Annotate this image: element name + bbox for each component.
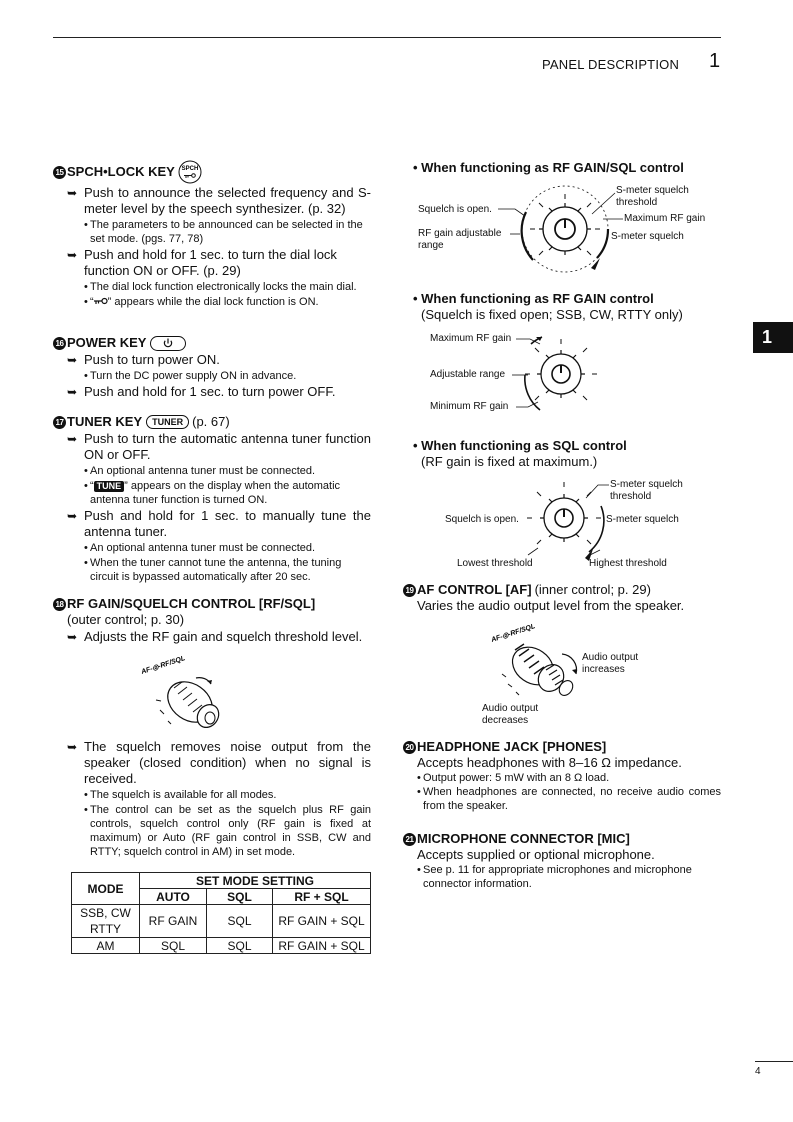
- section-heading: [53, 160, 371, 184]
- section-title-note: (inner control; p. 29): [534, 582, 651, 597]
- label-squelch-open: Squelch is open.: [445, 514, 519, 525]
- label-smeter-threshold: S-meter squelch threshold: [610, 479, 683, 502]
- item-number: 20: [403, 741, 416, 754]
- label-audio-inc: Audio output increases: [582, 652, 639, 675]
- diagram-sql-title: • When functioning as SQL control (RF gain is fixed at maximum.): [413, 438, 627, 469]
- note-text: • The control can be set as the squelch plus RF gain controls, squelch control only (RF gain is fixed at maximum) or Auto (RF gain control in SSB, CW and RTTY; squelch control in AM) in set mode.: [53, 803, 371, 859]
- section-af-control: [403, 582, 733, 614]
- section-rf-gain-squelch: [53, 596, 371, 645]
- body-text: Accepts headphones with 8–16 Ω impedance.: [417, 755, 682, 770]
- table-header-mode: MODE: [72, 873, 140, 905]
- section-heading: [53, 414, 371, 430]
- tuner-key-icon: TUNER: [146, 415, 189, 429]
- bullet-text: ➥ Adjusts the RF gain and squelch threshold level.: [67, 629, 363, 644]
- diagram1-leaders: [495, 190, 625, 240]
- section-headphone-jack: [403, 739, 721, 813]
- note-text: • See p. 11 for appropriate microphones and microphone connector information.: [403, 863, 721, 891]
- note-text: • When the tuner cannot tune the antenna, the tuning circuit is bypassed automatically after 20 sec.: [53, 556, 371, 584]
- knob-label: AF-◎-RF/SQL: [490, 623, 537, 644]
- table-cell: RF GAIN: [140, 905, 207, 938]
- note-text: • Output power: 5 mW with an 8 Ω load.: [403, 771, 721, 785]
- item-number: 17: [53, 416, 66, 429]
- section-title: TUNER KEY: [67, 414, 143, 429]
- section-spch-lock: [53, 160, 371, 309]
- label-smeter-squelch: S-meter squelch: [606, 514, 679, 525]
- header-rule: [53, 37, 721, 38]
- bullet-text: ➥ The squelch removes noise output from the speaker (closed condition) when no signal is received.: [67, 739, 371, 786]
- spch-key-label: SPCH: [181, 166, 199, 172]
- table-header-rf-sql: RF + SQL: [273, 889, 371, 905]
- rf-sql-knob-illustration: [138, 650, 233, 735]
- page-number: 4: [755, 1066, 761, 1077]
- spch-key-icon: [178, 160, 202, 184]
- section-title: POWER KEY: [67, 335, 147, 350]
- note-text: • “ TUNE ” appears on the display when the automatic antenna tuner function is turned ON.: [53, 479, 371, 507]
- diagram-rf-gain-sql-title: • When functioning as RF GAIN/SQL control: [413, 160, 684, 175]
- table-header-sql: SQL: [207, 889, 273, 905]
- table-cell: SQL: [207, 938, 273, 954]
- side-tab: 1: [753, 322, 793, 353]
- bullet-text: ➥ Push to turn power ON.: [67, 352, 220, 367]
- label-rf-adjustable: RF gain adjustable range: [418, 228, 502, 251]
- section-tuner-key: [53, 414, 371, 584]
- footer-rule: [755, 1061, 793, 1062]
- note-text: • “ ” appears while the dial lock function is ON.: [53, 295, 371, 309]
- section-heading: [403, 582, 733, 598]
- label-highest: Highest threshold: [589, 558, 667, 569]
- item-number: 21: [403, 833, 416, 846]
- label-smeter-squelch: S-meter squelch: [611, 231, 684, 242]
- section-title: RF GAIN/SQUELCH CONTROL [RF/SQL]: [67, 596, 316, 611]
- note-text: • When headphones are connected, no receive audio comes from the speaker.: [403, 785, 721, 813]
- note-text: • The dial lock function electronically locks the main dial.: [53, 280, 371, 294]
- section-heading: [53, 335, 371, 351]
- page-ref: (p. 67): [192, 414, 230, 429]
- item-number: 19: [403, 584, 416, 597]
- table-cell-mode: SSB, CW RTTY: [72, 905, 140, 938]
- section-heading: [403, 739, 721, 755]
- item-number: 18: [53, 598, 66, 611]
- knob-label: AF-◎-RF/SQL: [140, 655, 187, 676]
- table-header-auto: AUTO: [140, 889, 207, 905]
- label-audio-dec: Audio output decreases: [482, 703, 539, 726]
- key-lock-icon: [94, 297, 108, 305]
- diagram-rf-gain-title: • When functioning as RF GAIN control (Squelch is fixed open; SSB, CW, RTTY only): [413, 291, 683, 322]
- header-section-number: 1: [709, 50, 721, 72]
- label-max-rf: Maximum RF gain: [624, 213, 706, 224]
- table-row: [72, 938, 371, 954]
- section-subtitle: (outer control; p. 30): [67, 612, 185, 627]
- section-title: MICROPHONE CONNECTOR [MIC]: [417, 831, 630, 846]
- section-title: AF CONTROL [AF]: [417, 582, 532, 597]
- bullet-text: ➥ Push to announce the selected frequency and S-meter level by the speech synthesizer. (p. 32): [67, 185, 371, 216]
- table-cell: RF GAIN + SQL: [273, 905, 371, 938]
- note-text: • Turn the DC power supply ON in advance.: [53, 369, 371, 383]
- table-cell: RF GAIN + SQL: [273, 938, 371, 954]
- table-header-group: SET MODE SETTING: [140, 873, 371, 889]
- section-heading: [53, 596, 371, 612]
- section-microphone-connector: [403, 831, 721, 891]
- section-squelch-notes: [53, 738, 371, 859]
- bullet-text: ➥ Push and hold for 1 sec. to turn power OFF.: [67, 384, 336, 399]
- label-smeter-threshold: S-meter squelch threshold: [616, 185, 689, 208]
- note-text: • An optional antenna tuner must be connected.: [53, 541, 371, 555]
- diagram2-leaders: [510, 330, 550, 415]
- table-cell: SQL: [207, 905, 273, 938]
- note-text: • The squelch is available for all modes.: [53, 788, 371, 802]
- body-text: Varies the audio output level from the speaker.: [417, 598, 685, 613]
- bullet-text: ➥ Push to turn the automatic antenna tuner function ON or OFF.: [67, 431, 371, 462]
- bullet-text: ➥ Push and hold for 1 sec. to turn the dial lock function ON or OFF. (p. 29): [67, 247, 337, 278]
- table-cell: SQL: [140, 938, 207, 954]
- diagram3-leaders: [520, 480, 615, 560]
- af-knob-illustration: [488, 614, 588, 706]
- body-text: Accepts supplied or optional microphone.: [417, 847, 655, 862]
- item-number: 15: [53, 166, 66, 179]
- section-title: SPCH•LOCK KEY: [67, 164, 175, 179]
- item-number: 16: [53, 337, 66, 350]
- section-heading: [403, 831, 721, 847]
- table-cell-mode: AM: [72, 938, 140, 954]
- label-adjustable: Adjustable range: [430, 369, 506, 380]
- label-lowest: Lowest threshold: [457, 558, 533, 569]
- section-title: HEADPHONE JACK [PHONES]: [417, 739, 607, 754]
- note-text: • An optional antenna tuner must be connected.: [53, 464, 371, 478]
- bullet-text: ➥ Push and hold for 1 sec. to manually tune the antenna tuner.: [67, 508, 371, 539]
- label-min-rf: Minimum RF gain: [430, 401, 509, 412]
- header-title: PANEL DESCRIPTION: [542, 57, 680, 72]
- label-max-rf: Maximum RF gain: [430, 333, 512, 344]
- table-row: [72, 905, 371, 938]
- section-power-key: [53, 335, 371, 400]
- tune-badge: TUNE: [94, 481, 125, 492]
- label-squelch-open: Squelch is open.: [418, 204, 492, 215]
- note-text: • The parameters to be announced can be selected in the set mode. (pgs. 77, 78): [53, 218, 371, 246]
- set-mode-table: [71, 872, 371, 954]
- power-key-icon: [150, 336, 186, 351]
